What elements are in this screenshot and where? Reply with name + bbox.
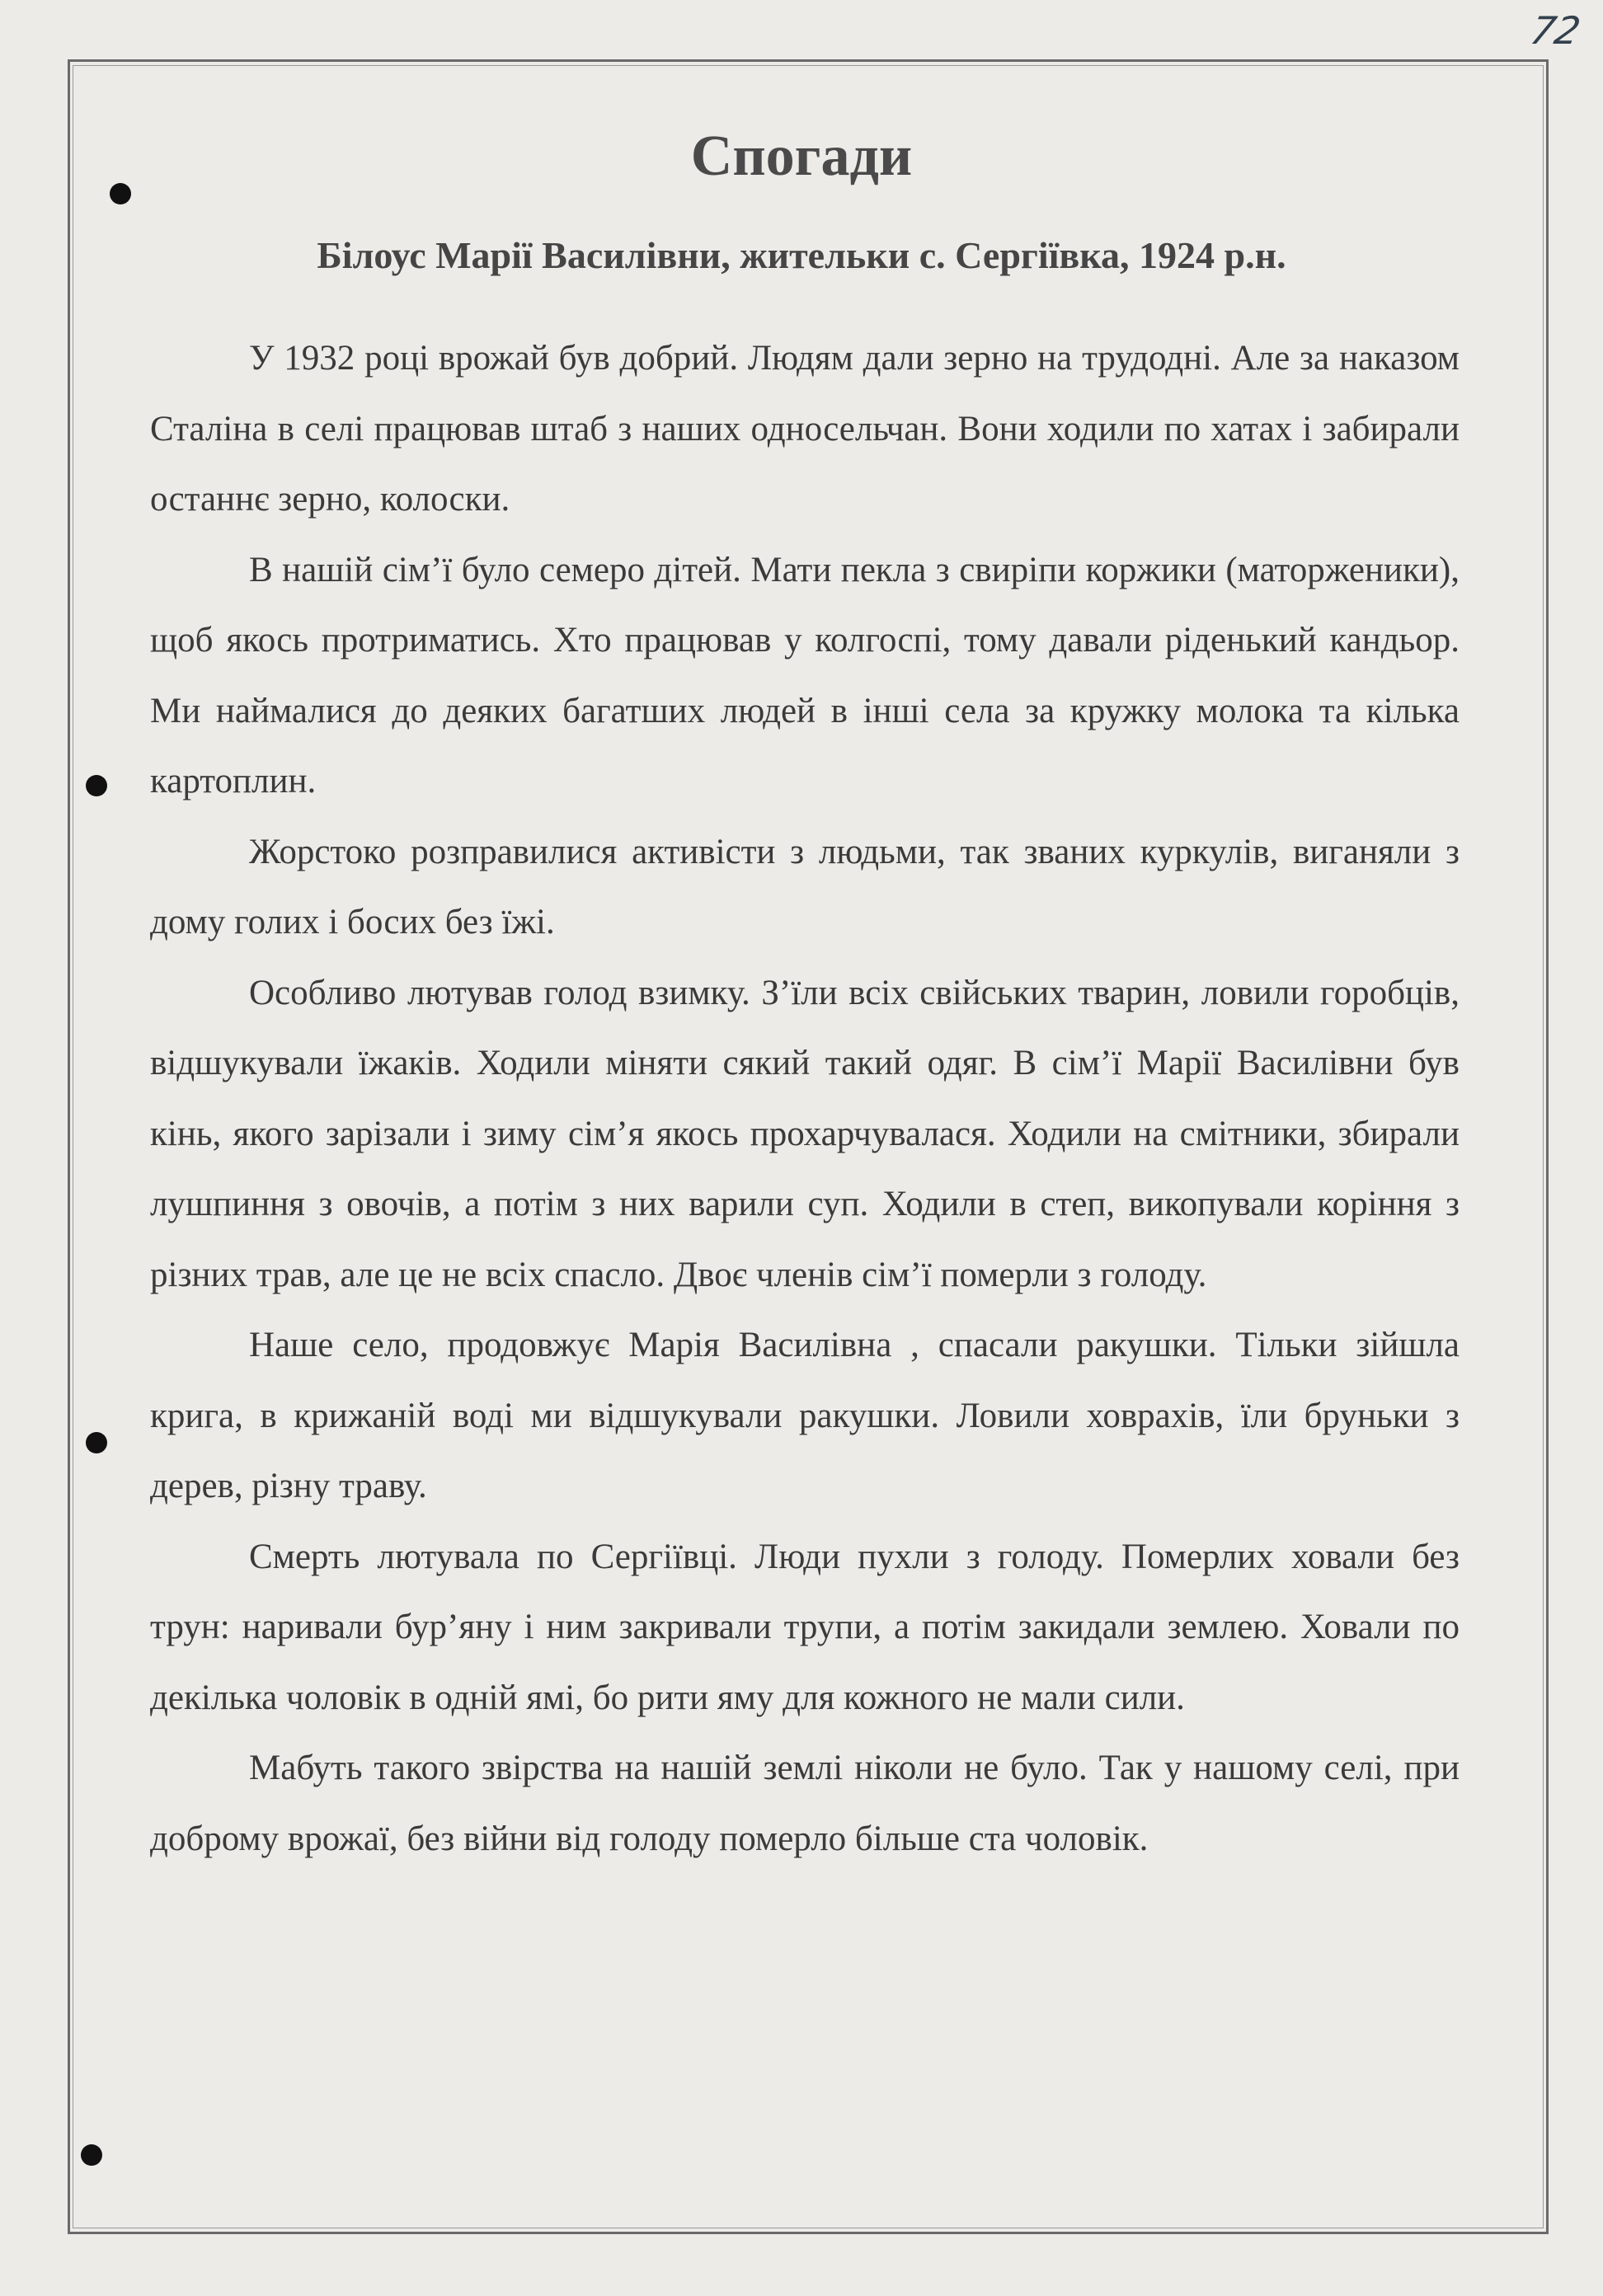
paragraph-1: У 1932 році врожай був добрий. Людям дали зерно на трудодні. Але за наказом Сталіна в селі працював штаб з наших односельчан. Вони ходили по хатах і забирали останнє зерно, колоски. xyxy=(150,339,1460,519)
paragraph-7: Мабуть такого звірства на нашій землі ніколи не було. Так у нашому селі, при доброму врожаї, без війни від голоду померло більше ста чоловік. xyxy=(150,1749,1460,1858)
document-title: Спогади xyxy=(690,124,913,188)
paragraph-4: Особливо лютував голод взимку. З’їли всіх свійських тварин, ловили горобців, відшукували їжаків. Ходили міняти сякий такий одяг. В сім’ї Марії Василівни був кінь, якого зарізали і зиму сім’я якось прохарчувалася. Ходили на смітники, збирали лушпиння з овочів, а потім з них варили суп. Ходили в степ, викопували коріння з різних трав, але це не всіх спасло. Двоє членів сім’ї померли з голоду. xyxy=(150,973,1460,1294)
punch-hole xyxy=(110,183,131,204)
paragraph-2: В нашій сім’ї було семеро дітей. Мати пекла з свиріпи коржики (маторженики), щоб якось протриматись. Хто працював у колгоспі, тому давали ріденький кандьор. Ми наймалися до деяких багатших людей в інші села за кружку молока та кілька картоплин. xyxy=(150,550,1460,801)
paragraph-5: Наше село, продовжує Марія Василівна , спасали ракушки. Тільки зійшла крига, в крижаній воді ми відшукували ракушки. Ловили ховрахів, їли бруньки з дерев, різну траву. xyxy=(150,1326,1460,1505)
paragraph-6: Смерть лютувала по Сергіївці. Люди пухли з голоду. Померлих ховали без трун: наривали бур’яну і ним закривали трупи, а потім закидали землею. Ховали по декілька чоловік в одній ямі, бо рити яму для кожного не мали сили. xyxy=(150,1537,1460,1717)
body-text xyxy=(150,323,1460,1874)
punch-hole xyxy=(86,1432,107,1453)
punch-hole xyxy=(81,2144,102,2166)
punch-hole xyxy=(86,775,107,796)
paragraph-3: Жорстоко розправилися активісти з людьми, так званих куркулів, виганяли з дому голих і босих без їжі. xyxy=(150,832,1460,941)
document-subtitle: Білоус Марії Василівни, жительки с. Сергіївка, 1924 р.н. xyxy=(317,234,1286,276)
page-number: 72 xyxy=(1526,8,1585,53)
